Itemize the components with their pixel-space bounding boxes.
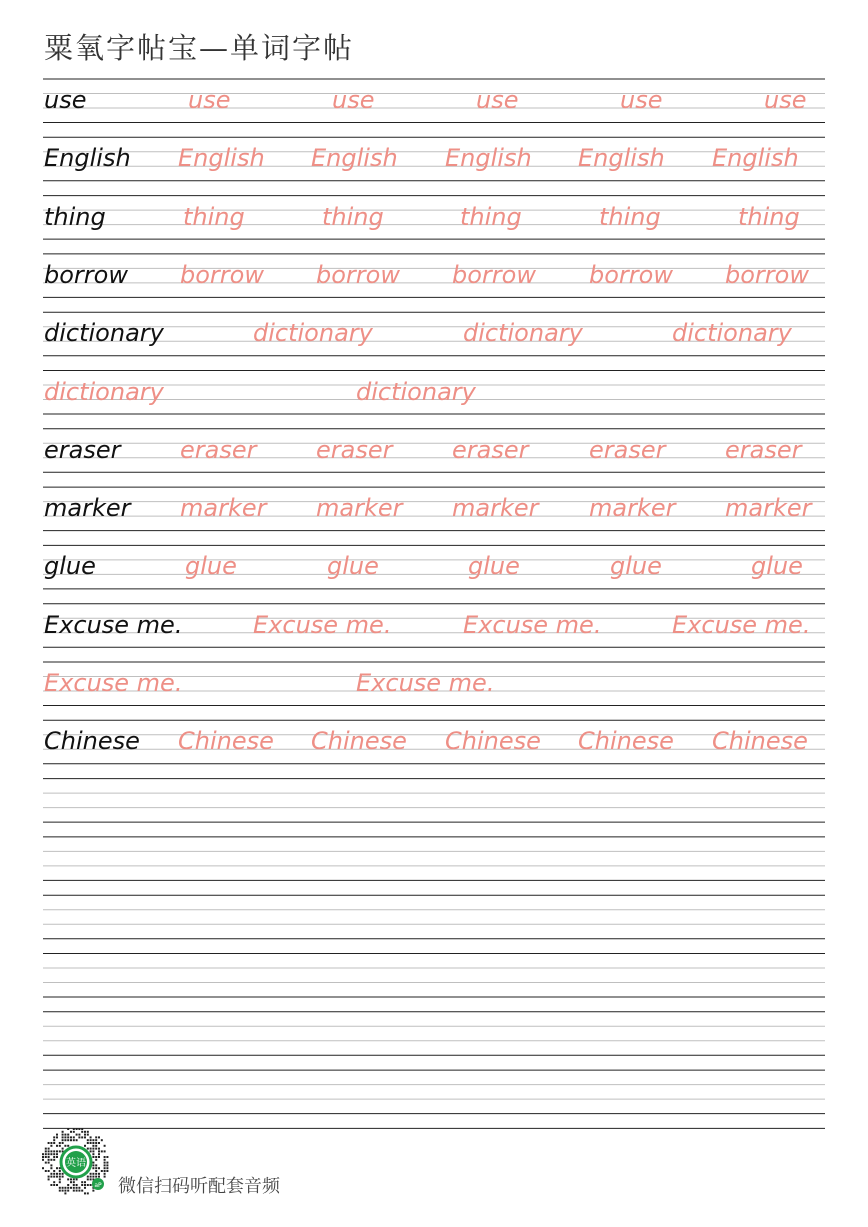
trace-word: use (476, 86, 519, 114)
trace-word: Excuse me. (356, 669, 495, 697)
footer-caption: 微信扫码听配套音频 (118, 1176, 280, 1197)
page-title: 粟氧字帖宝—单词字帖 (44, 31, 355, 65)
trace-word: eraser (316, 436, 393, 464)
trace-word: marker (316, 494, 403, 522)
trace-word: use (188, 86, 231, 114)
model-word: marker (44, 494, 131, 522)
footer (40, 1126, 460, 1200)
trace-word: glue (610, 552, 662, 580)
trace-word: eraser (452, 436, 529, 464)
model-word: Chinese (44, 727, 140, 755)
trace-word: thing (599, 203, 661, 231)
trace-word: English (178, 144, 265, 172)
trace-word: dictionary (356, 378, 476, 406)
trace-word: use (620, 86, 663, 114)
model-word: thing (44, 203, 106, 231)
trace-word: use (764, 86, 807, 114)
qr-badge-label: 英语 (66, 1158, 86, 1169)
trace-word: Chinese (445, 727, 541, 755)
qr-code-icon (40, 1126, 112, 1198)
trace-word: dictionary (253, 319, 373, 347)
model-word: dictionary (44, 319, 164, 347)
trace-word: marker (725, 494, 812, 522)
trace-word: glue (185, 552, 237, 580)
trace-word: dictionary (672, 319, 792, 347)
trace-word: Chinese (178, 727, 274, 755)
trace-word: glue (468, 552, 520, 580)
trace-word: glue (751, 552, 803, 580)
trace-word: English (311, 144, 398, 172)
trace-word: Excuse me. (672, 611, 811, 639)
trace-word: borrow (316, 261, 400, 289)
trace-word: glue (327, 552, 379, 580)
trace-word: thing (322, 203, 384, 231)
trace-word: English (445, 144, 532, 172)
trace-word: English (712, 144, 799, 172)
trace-word: Chinese (712, 727, 808, 755)
trace-word: borrow (452, 261, 536, 289)
trace-word: borrow (589, 261, 673, 289)
trace-word: use (332, 86, 375, 114)
trace-word: marker (180, 494, 267, 522)
trace-word: English (578, 144, 665, 172)
model-word: English (44, 144, 131, 172)
trace-word: thing (183, 203, 245, 231)
trace-word: marker (452, 494, 539, 522)
trace-word: borrow (180, 261, 264, 289)
trace-word: dictionary (463, 319, 583, 347)
trace-word: dictionary (44, 378, 164, 406)
trace-word: thing (738, 203, 800, 231)
trace-word: eraser (180, 436, 257, 464)
trace-word: Excuse me. (253, 611, 392, 639)
trace-word: Chinese (578, 727, 674, 755)
model-word: use (44, 86, 87, 114)
model-word: eraser (44, 436, 121, 464)
trace-word: Excuse me. (44, 669, 183, 697)
model-word: Excuse me. (44, 611, 183, 639)
trace-word: marker (589, 494, 676, 522)
model-word: glue (44, 552, 96, 580)
trace-word: Chinese (311, 727, 407, 755)
trace-word: eraser (725, 436, 802, 464)
trace-word: Excuse me. (463, 611, 602, 639)
trace-word: borrow (725, 261, 809, 289)
trace-word: eraser (589, 436, 666, 464)
model-word: borrow (44, 261, 128, 289)
qr-corner-label: aP (94, 1182, 102, 1189)
trace-word: thing (460, 203, 522, 231)
